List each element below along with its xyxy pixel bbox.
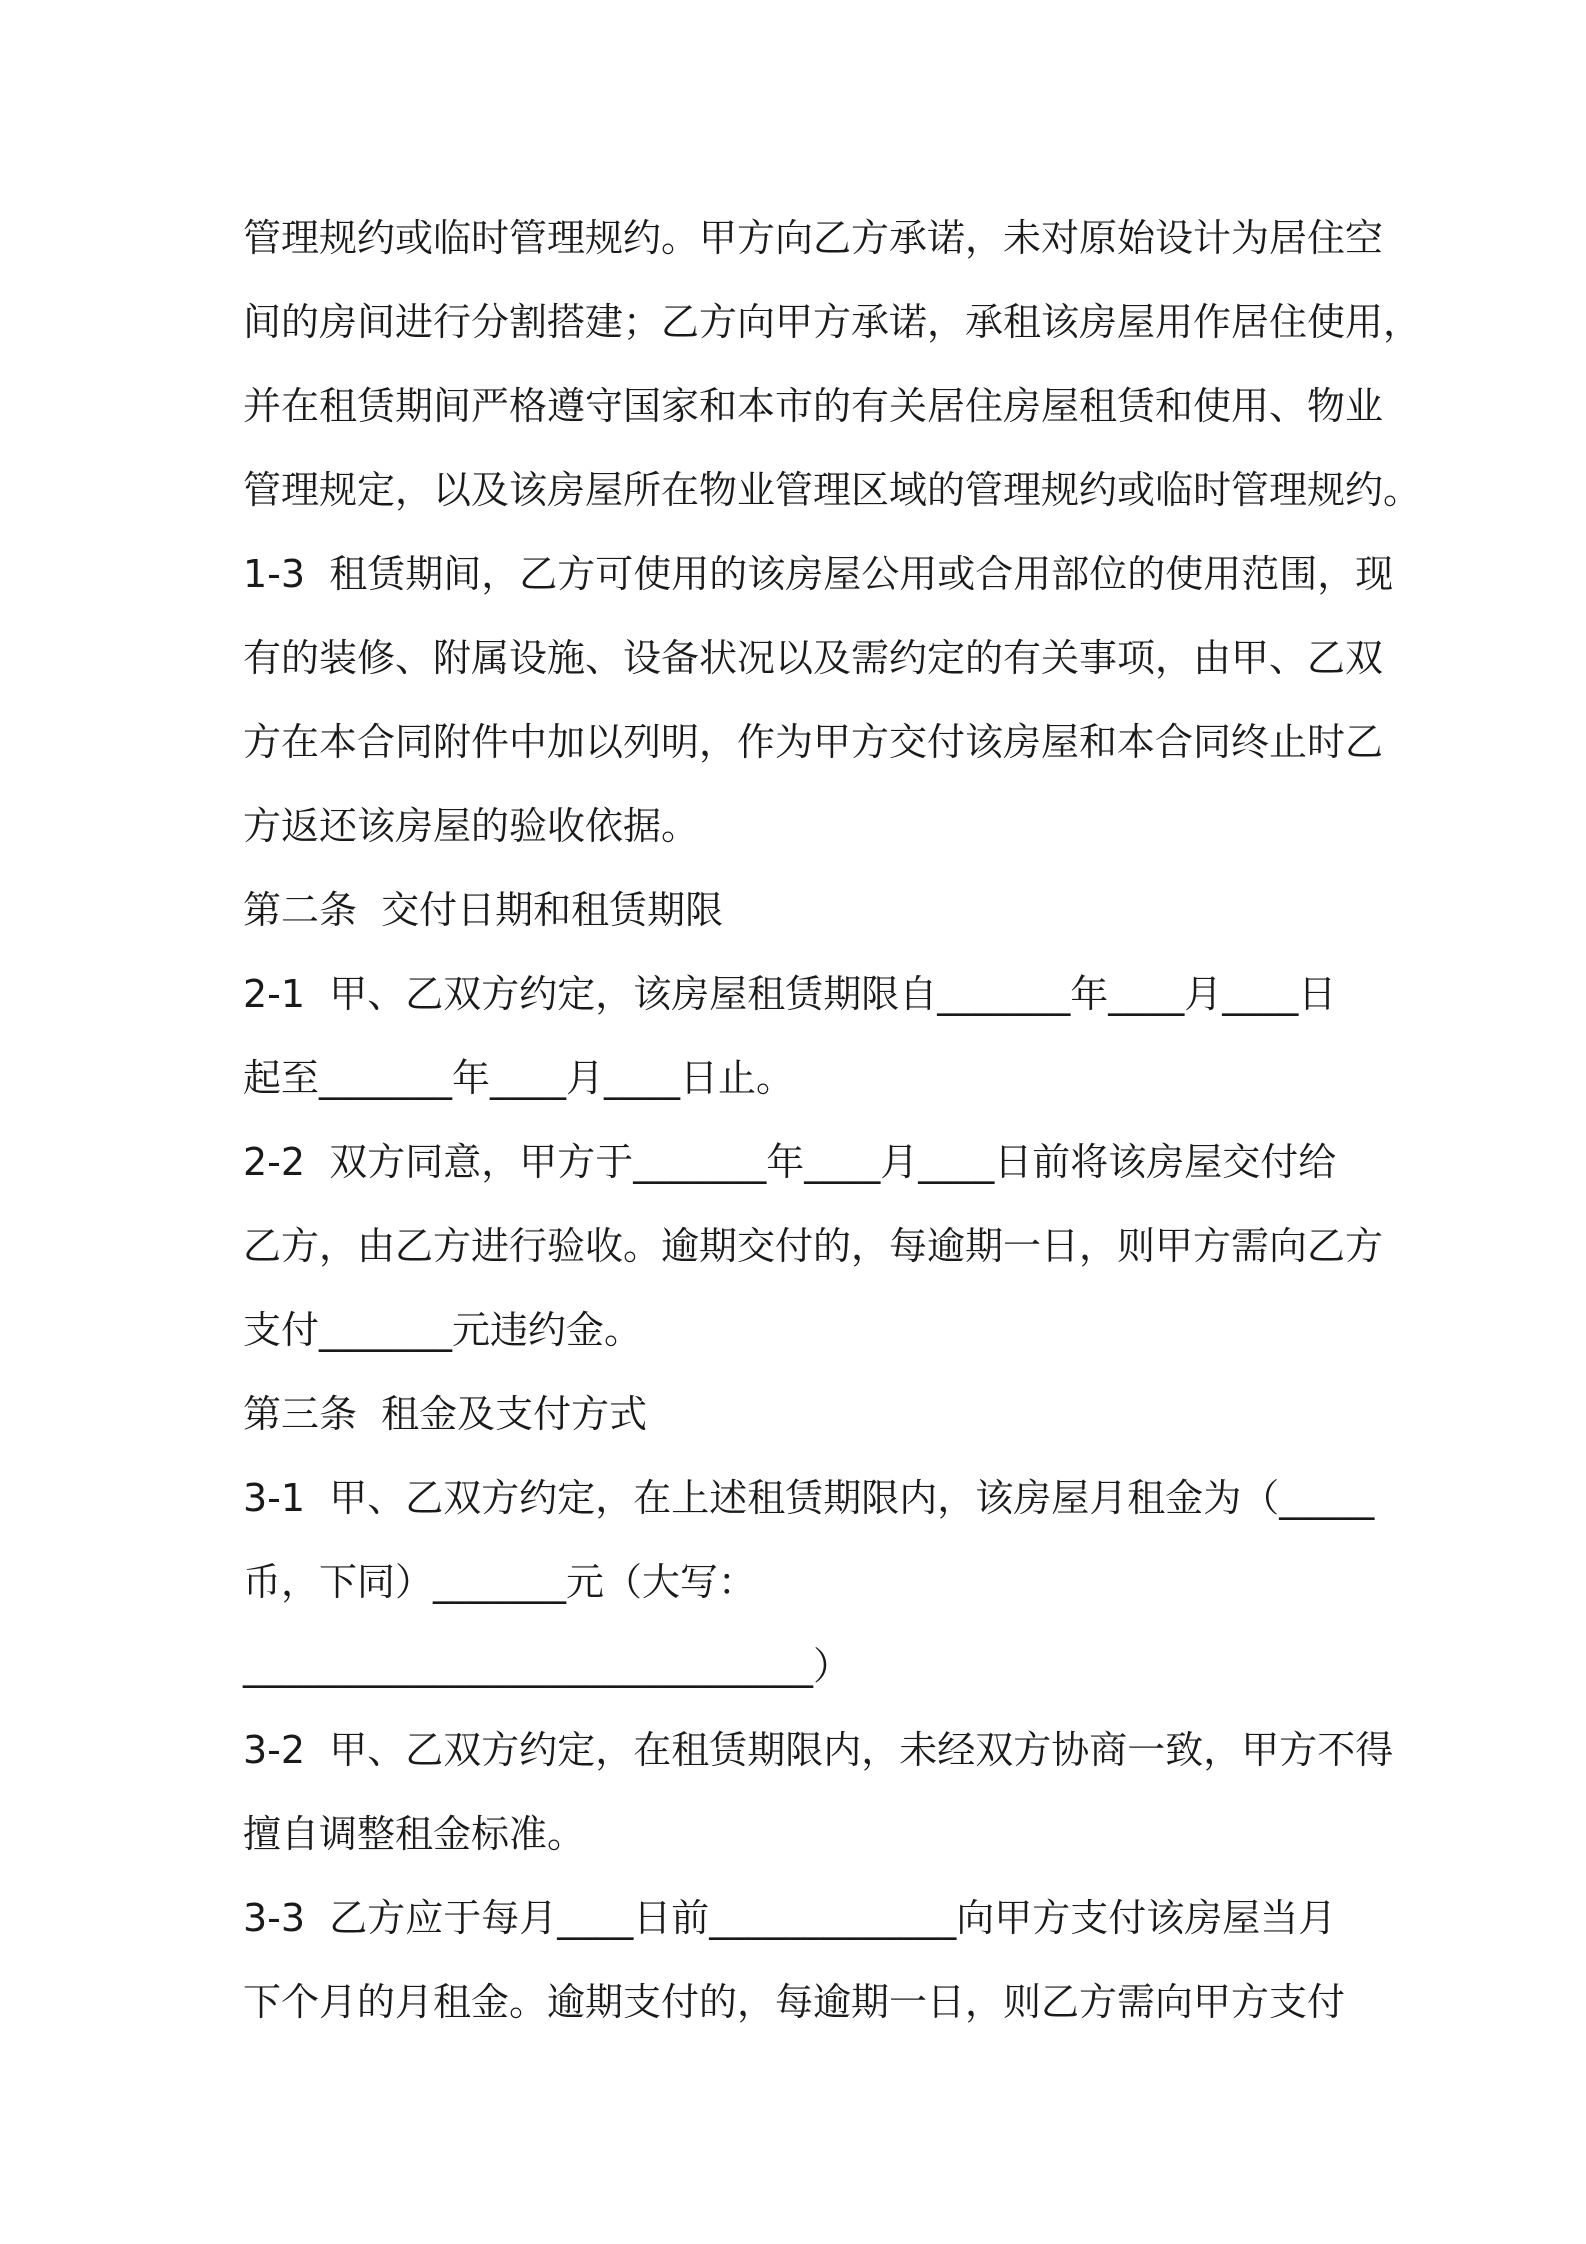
text-line: 并在租赁期间严格遵守国家和本市的有关居住房屋租赁和使用、物业: [243, 384, 1384, 428]
text-line: 间的房间进行分割搭建；乙方向甲方承诺，承租该房屋用作居住使用，: [243, 300, 1422, 344]
text-line: 方返还该房屋的验收依据。: [243, 804, 700, 848]
clause-3-1: 3-1 甲、乙双方约定，在上述租赁期限内，该房屋月租金为（_____: [243, 1476, 1375, 1520]
text-line: 有的装修、附属设施、设备状况以及需约定的有关事项，由甲、乙双: [243, 636, 1384, 680]
text-line: 起至_______年____月____日止。: [243, 1056, 795, 1100]
clause-3-2: 3-2 甲、乙双方约定，在租赁期限内，未经双方协商一致，甲方不得: [243, 1728, 1394, 1772]
text-line: 乙方，由乙方进行验收。逾期交付的，每逾期一日，则甲方需向乙方: [243, 1224, 1384, 1268]
text-line: ______________________________）: [243, 1644, 852, 1688]
text-line: 下个月的月租金。逾期支付的，每逾期一日，则乙方需向甲方支付: [243, 1980, 1346, 2024]
text-line: 擅自调整租金标准。: [243, 1812, 586, 1856]
article-3-heading: 第三条 租金及支付方式: [243, 1392, 648, 1436]
document-body: [243, 196, 1422, 2044]
text-line: 管理规定，以及该房屋所在物业管理区域的管理规约或临时管理规约。: [243, 468, 1422, 512]
clause-1-3: 1-3 租赁期间，乙方可使用的该房屋公用或合用部位的使用范围，现: [243, 552, 1394, 596]
text-line: 方在本合同附件中加以列明，作为甲方交付该房屋和本合同终止时乙: [243, 720, 1384, 764]
clause-3-3: 3-3 乙方应于每月____日前_____________向甲方支付该房屋当月: [243, 1896, 1337, 1940]
text-line: 管理规约或临时管理规约。甲方向乙方承诺，未对原始设计为居住空: [243, 216, 1384, 260]
text-line: 支付_______元违约金。: [243, 1308, 643, 1352]
clause-2-1: 2-1 甲、乙双方约定，该房屋租赁期限自_______年____月____日: [243, 972, 1337, 1016]
article-2-heading: 第二条 交付日期和租赁期限: [243, 888, 724, 932]
clause-2-2: 2-2 双方同意，甲方于_______年____月____日前将该房屋交付给: [243, 1140, 1337, 1184]
text-line: 币，下同）_______元（大写：: [243, 1560, 757, 1604]
